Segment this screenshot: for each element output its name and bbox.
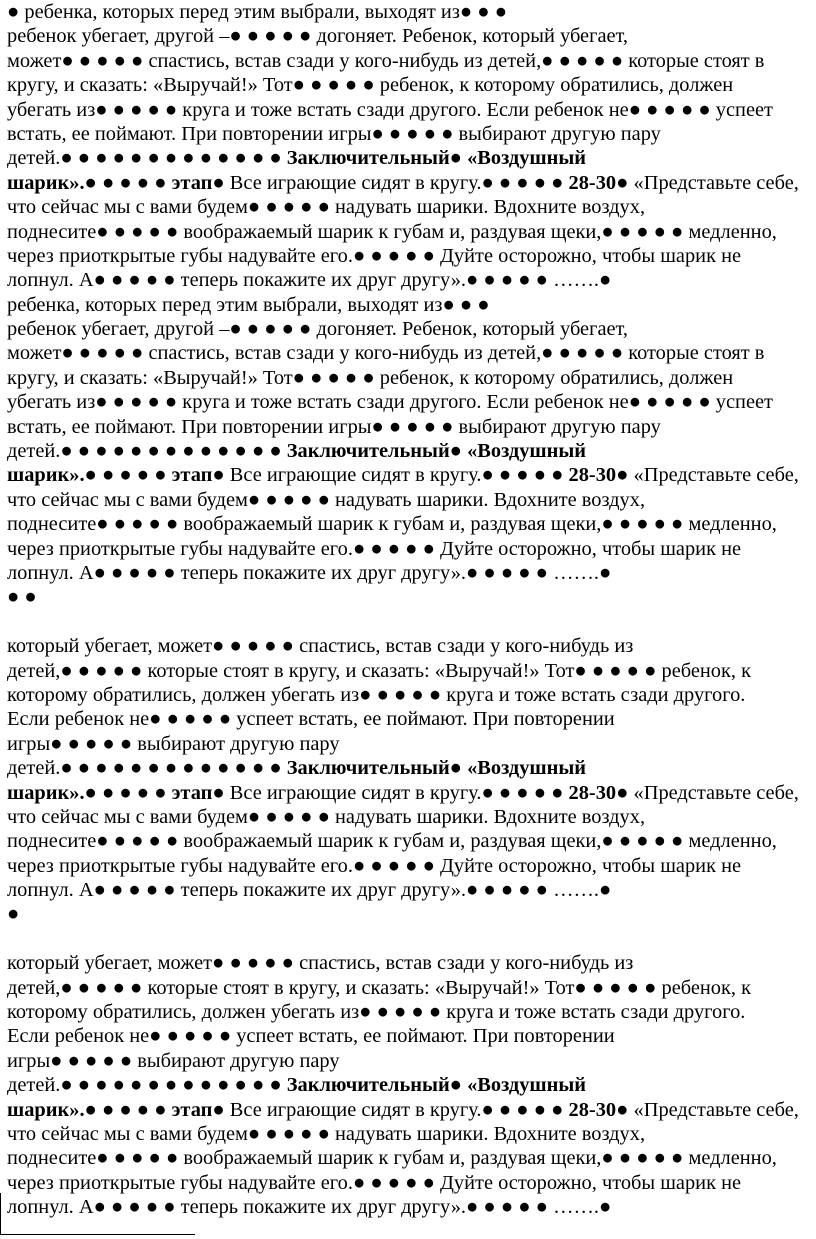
text-line: шарик».● ● ● ● ● этап● Все играющие сидят в кругу.● ● ● ● ● 28-30● «Представьте себе, (7, 464, 799, 487)
text-line: поднесите● ● ● ● ● воображаемый шарик к губам и, раздувая щеки,● ● ● ● ● медленно, (7, 220, 777, 243)
footer-margin-mark (0, 1193, 1, 1235)
text-line: детей.● ● ● ● ● ● ● ● ● ● ● ● ● Заключительный● «Воздушный (7, 1074, 587, 1097)
text-line: ребенок убегает, другой –● ● ● ● ● догоняет. Ребенок, который убегает, (7, 318, 629, 341)
text-line: игры● ● ● ● ● выбирают другую пару (7, 1049, 340, 1072)
text-line: встать, ее поймают. При повторении игры● ● ● ● ● выбирают другую пару (7, 415, 661, 438)
text-line: что сейчас мы с вами будем● ● ● ● ● надувать шарики. Вдохните воздух, (7, 805, 646, 828)
text-line: игры● ● ● ● ● выбирают другую пару (7, 732, 340, 755)
text-line: шарик».● ● ● ● ● этап● Все играющие сидят в кругу.● ● ● ● ● 28-30● «Представьте себе, (7, 781, 799, 804)
text-line: может● ● ● ● ● спастись, встав сзади у кого-нибудь из детей,● ● ● ● ● которые стоят в (7, 342, 765, 365)
text-line: ребенок убегает, другой –● ● ● ● ● догоняет. Ребенок, который убегает, (7, 25, 629, 48)
text-line: может● ● ● ● ● спастись, встав сзади у кого-нибудь из детей,● ● ● ● ● которые стоят в (7, 49, 765, 72)
text-line: ● (7, 903, 20, 926)
text-line: через приоткрытые губы надувайте его.● ● ● ● ● Дуйте осторожно, чтобы шарик не (7, 244, 742, 267)
text-line: через приоткрытые губы надувайте его.● ● ● ● ● Дуйте осторожно, чтобы шарик не (7, 537, 742, 560)
text-line: которому обратились, должен убегать из● ● ● ● ● круга и тоже встать сзади другого. (7, 683, 746, 706)
text-line: поднесите● ● ● ● ● воображаемый шарик к губам и, раздувая щеки,● ● ● ● ● медленно, (7, 513, 777, 536)
text-line: Если ребенок не● ● ● ● ● успеет встать, ее поймают. При повторении (7, 708, 615, 731)
text-line: шарик».● ● ● ● ● этап● Все играющие сидят в кругу.● ● ● ● ● 28-30● «Представьте себе, (7, 1098, 799, 1121)
text-line: лопнул. А● ● ● ● ● теперь покажите их друг другу».● ● ● ● ● …….● (7, 561, 612, 584)
text-line: лопнул. А● ● ● ● ● теперь покажите их друг другу».● ● ● ● ● …….● (7, 879, 612, 902)
text-line (7, 927, 812, 951)
text-line: убегать из● ● ● ● ● круга и тоже встать сзади другого. Если ребенок не● ● ● ● ● успеет (7, 98, 773, 121)
text-line (7, 610, 812, 634)
text-line: поднесите● ● ● ● ● воображаемый шарик к губам и, раздувая щеки,● ● ● ● ● медленно, (7, 1147, 777, 1170)
text-line: детей,● ● ● ● ● которые стоят в кругу, и сказать: «Выручай!» Тот● ● ● ● ● ребенок, к (7, 659, 752, 682)
footnote-separator-line (0, 1234, 195, 1235)
text-line: лопнул. А● ● ● ● ● теперь покажите их друг другу».● ● ● ● ● …….● (7, 269, 612, 292)
text-line: шарик».● ● ● ● ● этап● Все играющие сидят в кругу.● ● ● ● ● 28-30● «Представьте себе, (7, 171, 799, 194)
text-line: которому обратились, должен убегать из● ● ● ● ● круга и тоже встать сзади другого. (7, 1001, 746, 1024)
text-line: лопнул. А● ● ● ● ● теперь покажите их друг другу».● ● ● ● ● …….● (7, 1196, 612, 1219)
text-line: который убегает, может● ● ● ● ● спастись, встав сзади у кого-нибудь из (7, 952, 634, 975)
text-line: Если ребенок не● ● ● ● ● успеет встать, ее поймают. При повторении (7, 1025, 615, 1048)
text-line: поднесите● ● ● ● ● воображаемый шарик к губам и, раздувая щеки,● ● ● ● ● медленно, (7, 830, 777, 853)
text-line: кругу, и сказать: «Выручай!» Тот● ● ● ● ● ребенок, к которому обратились, должен (7, 366, 734, 389)
text-line: через приоткрытые губы надувайте его.● ● ● ● ● Дуйте осторожно, чтобы шарик не (7, 1171, 742, 1194)
text-line: детей.● ● ● ● ● ● ● ● ● ● ● ● ● Заключительный● «Воздушный (7, 757, 587, 780)
text-line: что сейчас мы с вами будем● ● ● ● ● надувать шарики. Вдохните воздух, (7, 1122, 646, 1145)
text-line: детей.● ● ● ● ● ● ● ● ● ● ● ● ● Заключительный● «Воздушный (7, 147, 587, 170)
text-line: кругу, и сказать: «Выручай!» Тот● ● ● ● ● ребенок, к которому обратились, должен (7, 74, 734, 97)
text-line: встать, ее поймают. При повторении игры● ● ● ● ● выбирают другую пару (7, 122, 661, 145)
text-line: ● ● (7, 586, 37, 609)
document-page (7, 0, 812, 1220)
document-body (7, 0, 812, 1220)
text-line: убегать из● ● ● ● ● круга и тоже встать сзади другого. Если ребенок не● ● ● ● ● успеет (7, 391, 773, 414)
text-line: детей.● ● ● ● ● ● ● ● ● ● ● ● ● Заключительный● «Воздушный (7, 440, 587, 463)
text-line: через приоткрытые губы надувайте его.● ● ● ● ● Дуйте осторожно, чтобы шарик не (7, 854, 742, 877)
text-line: который убегает, может● ● ● ● ● спастись, встав сзади у кого-нибудь из (7, 635, 634, 658)
text-line: ● ребенка, которых перед этим выбрали, выходят из● ● ● (7, 1, 508, 23)
text-line: что сейчас мы с вами будем● ● ● ● ● надувать шарики. Вдохните воздух, (7, 196, 646, 219)
text-line: детей,● ● ● ● ● которые стоят в кругу, и сказать: «Выручай!» Тот● ● ● ● ● ребенок, к (7, 976, 752, 999)
text-line: что сейчас мы с вами будем● ● ● ● ● надувать шарики. Вдохните воздух, (7, 488, 646, 511)
text-line: ребенка, которых перед этим выбрали, выходят из● ● ● (7, 293, 490, 316)
